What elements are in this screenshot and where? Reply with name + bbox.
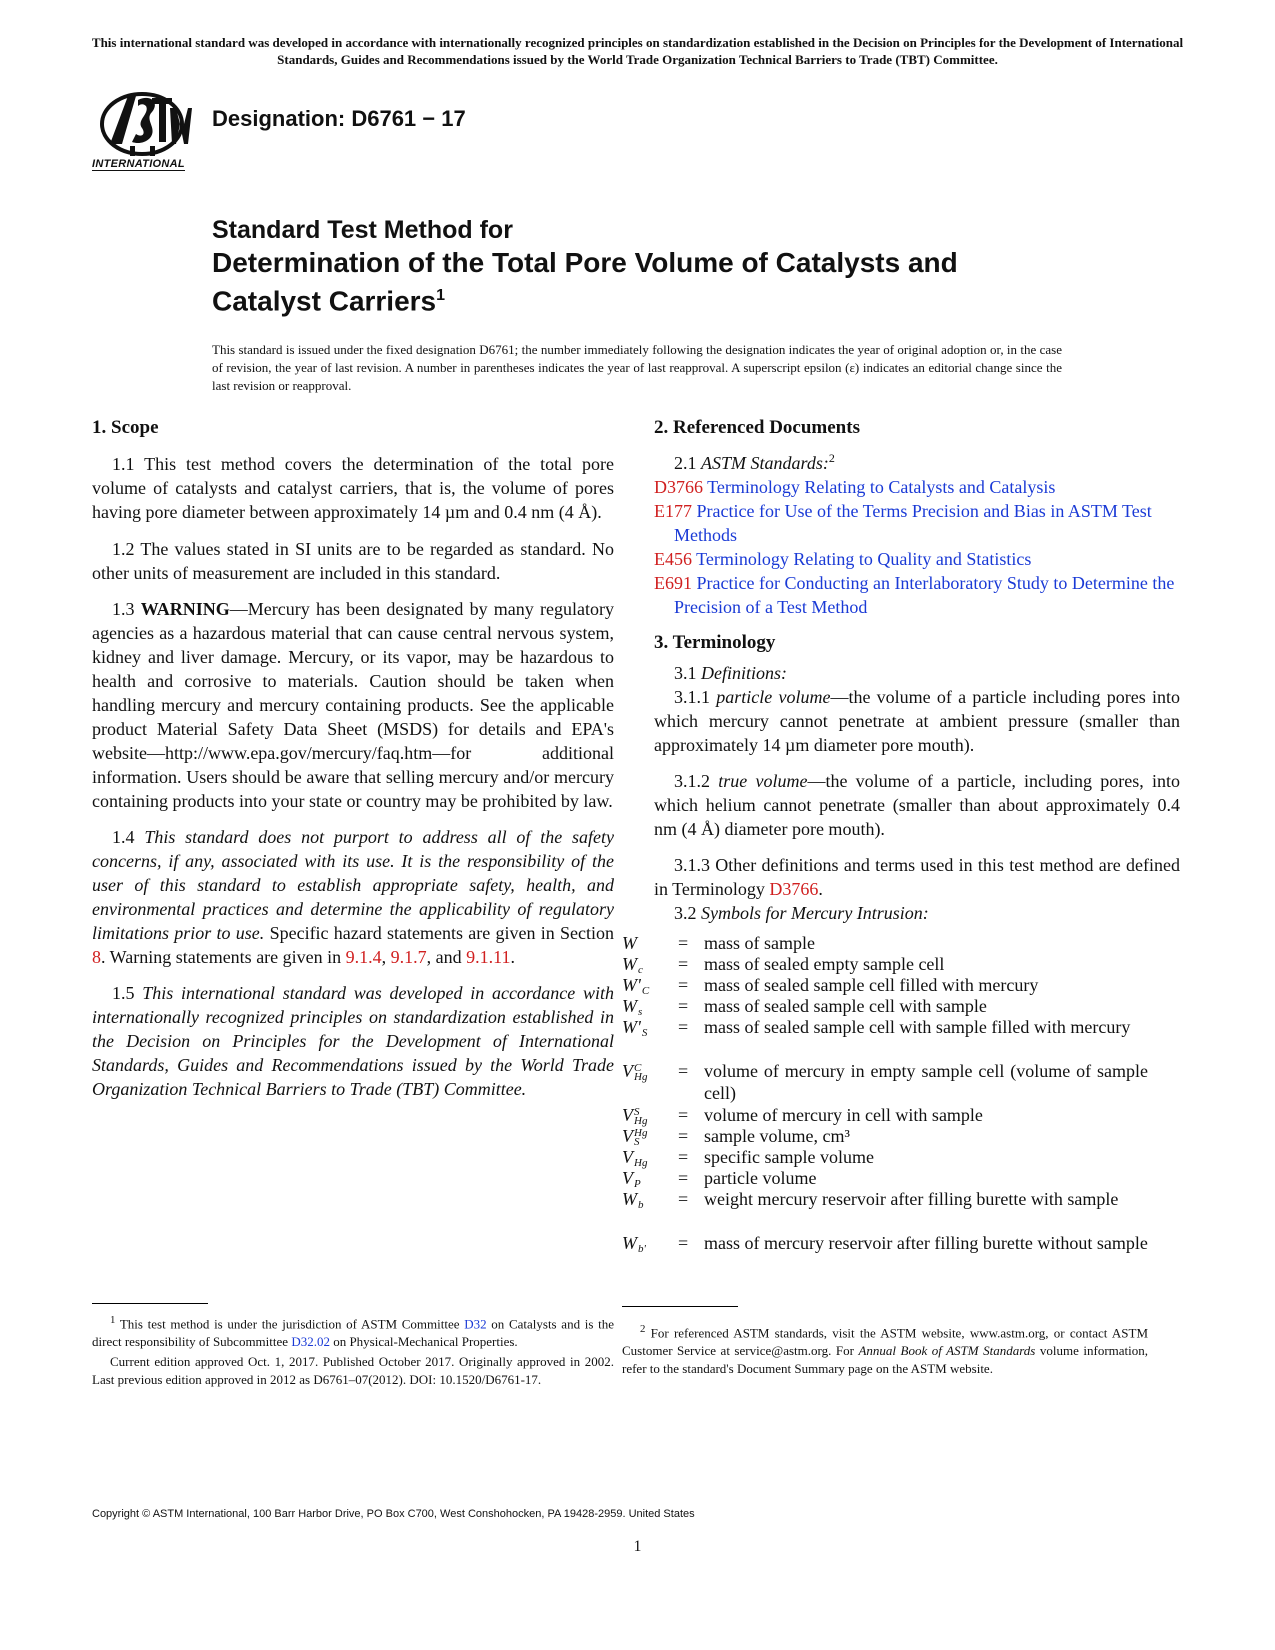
- symbol-description: volume of mercury in empty sample cell (volume of sample cell): [704, 1061, 1148, 1103]
- equals-sign: =: [678, 996, 689, 1016]
- ref-code-link[interactable]: E177: [654, 501, 692, 521]
- term: particle volume: [716, 687, 831, 707]
- ref-item: [654, 475, 1180, 499]
- ref-list: [654, 475, 1180, 619]
- symbol-base: V: [622, 1147, 633, 1167]
- text: , and: [426, 947, 467, 967]
- para-number: 1.4: [112, 827, 145, 847]
- warning-label: WARNING: [140, 599, 230, 619]
- refs-subheading: [654, 446, 1180, 475]
- equals-sign: =: [678, 975, 689, 995]
- symbol-base: W': [622, 1017, 641, 1037]
- symbol: [622, 1125, 672, 1147]
- link-section-8[interactable]: 8: [92, 947, 101, 967]
- symbol-superscript: Hg: [634, 1126, 648, 1139]
- copyright: Copyright © ASTM International, 100 Barr Harbor Drive, PO Box C700, West Conshohocken, PA 19428-2959. United States: [92, 1508, 695, 1520]
- symbol: [622, 1060, 672, 1082]
- link-9-1-11[interactable]: 9.1.11: [466, 947, 511, 967]
- text: This test method is under the jurisdiction of ASTM Committee: [115, 1316, 465, 1332]
- symbol-base: W: [622, 1233, 637, 1253]
- symbol-base: W: [622, 954, 637, 974]
- symbol-base: V: [622, 1061, 633, 1081]
- logo-text: INTERNATIONAL: [92, 158, 185, 170]
- para-number: 3.1: [674, 663, 701, 683]
- symbol-description: mass of sealed sample cell with sample: [704, 996, 987, 1016]
- ref-code-link[interactable]: D3766: [654, 477, 703, 497]
- text: —the volume of a particle, including pores, into which helium cannot penetrate (smaller than about approximately 0.4 nm (4 Å) diameter pore mouth).: [654, 771, 1180, 839]
- designation: Designation: D6761 − 17: [212, 106, 466, 131]
- text: Specific hazard statements are given in Section: [264, 923, 615, 943]
- text: For referenced ASTM standards, visit the ASTM website, www.astm.org, or contact ASTM Customer Service at service@astm.org. For: [622, 1325, 1148, 1359]
- symbol: [622, 1188, 672, 1210]
- astm-logo-icon: [92, 88, 194, 178]
- scope-1-2: 1.2 The values stated in SI units are to be regarded as standard. No other units of measurement are included in this standard.: [92, 539, 614, 583]
- equals-sign: =: [678, 1126, 689, 1146]
- ref-code-link[interactable]: E691: [654, 573, 692, 593]
- symbol-description: mass of mercury reservoir after filling burette without sample: [704, 1233, 1148, 1253]
- symbol-base: W: [622, 996, 637, 1016]
- refs-heading: 2. Referenced Documents: [654, 417, 860, 438]
- symbol-base: V: [622, 1126, 633, 1146]
- symbol-superscript: S: [634, 1105, 640, 1118]
- equals-sign: =: [678, 1147, 689, 1167]
- ref-item: [654, 547, 1180, 571]
- equals-sign: =: [678, 1233, 689, 1253]
- text: —the volume of a particle including pores into which mercury cannot penetrate at ambient pressure (smaller than approximately 14 µm diameter pore mouth).: [654, 687, 1180, 755]
- title-main-text: Determination of the Total Pore Volume of Catalysts and Catalyst Carriers: [212, 247, 958, 317]
- terminology-heading: 3. Terminology: [654, 632, 776, 653]
- symbol-subscript: C: [641, 984, 650, 997]
- footnote-1-edition: Current edition approved Oct. 1, 2017. Published October 2017. Originally approved in 2002. Last previous edition approved in 2012 as D6761–07(2012). DOI: 10.1520/D6761-17.: [92, 1354, 614, 1388]
- safety-statement: This standard does not purport to address all of the safety concerns, if any, associated with its use. It is the responsibility of the user of this standard to establish appropriate safety, health, and environmental practices and determine the applicability of regulatory limitations prior to use.: [92, 827, 615, 943]
- def-other: [654, 853, 1180, 901]
- symbol-subscript: c: [638, 963, 643, 976]
- text: ,: [381, 947, 391, 967]
- symbol: [622, 974, 672, 996]
- standards-notice: This international standard was developed in accordance with internationally recognized principles on standardization established in the Decision on Principles for the Development of International Standards, Guides and Recommendations issued by the World Trade Organization Technical Barriers to Trade (TBT) Committee.: [91, 35, 1184, 67]
- symbol-subscript: Hg: [634, 1070, 648, 1083]
- symbol-subscript: S: [641, 1026, 648, 1039]
- para-number: 3.1.2: [674, 771, 719, 791]
- para-number: 3.2: [674, 903, 701, 923]
- symbol-subscript: Hg: [634, 1156, 648, 1169]
- symbols-label: [654, 901, 1180, 925]
- title-main: [212, 246, 1012, 317]
- symbol: [622, 1016, 672, 1038]
- equals-sign: =: [678, 1168, 689, 1188]
- symbol-subscript: b': [638, 1242, 646, 1255]
- symbol-description: mass of sealed sample cell filled with mercury: [704, 975, 1039, 995]
- def-true-volume: [654, 769, 1180, 841]
- scope-1-5: [92, 981, 614, 1101]
- link-9-1-7[interactable]: 9.1.7: [390, 947, 427, 967]
- symbol: [622, 953, 672, 975]
- symbol-base: V: [622, 1105, 633, 1125]
- link-d32-02[interactable]: D32.02: [291, 1334, 330, 1350]
- para-number: 2.1: [674, 453, 701, 473]
- term: true volume: [718, 771, 808, 791]
- link-9-1-4[interactable]: 9.1.4: [345, 947, 382, 967]
- issued-statement: This standard is issued under the fixed designation D6761; the number immediately following the designation indicates the year of original adoption or, in the case of revision, the year of last revision. A number in parentheses indicates the year of last reapproval. A superscript epsilon (ε) indicates an editorial change since the last revision or reapproval.: [212, 342, 1062, 393]
- symbol-subscript: b: [638, 1198, 644, 1211]
- ref-title-link[interactable]: Terminology Relating to Quality and Statistics: [692, 549, 1032, 569]
- symbols-list: [622, 932, 1148, 1282]
- scope-section: [92, 416, 614, 1101]
- symbol-base: W': [622, 975, 641, 995]
- text: Symbols for Mercury Intrusion:: [701, 903, 929, 923]
- equals-sign: =: [678, 1061, 689, 1081]
- ref-item: [654, 499, 1180, 547]
- footnote-1-para: [92, 1311, 614, 1351]
- astm-standards-label: ASTM Standards:: [701, 453, 829, 473]
- equals-sign: =: [678, 1189, 689, 1209]
- text: .: [818, 879, 823, 899]
- symbol: [622, 1167, 672, 1189]
- scope-1-1: 1.1 This test method covers the determination of the total pore volume of catalysts and catalyst carriers, that is, the volume of pores having pore diameter between approximately 14 µm and 0.4 nm (4 Å).: [92, 454, 614, 522]
- symbol-description: volume of mercury in cell with sample: [704, 1105, 983, 1125]
- symbol-description: mass of sample: [704, 933, 815, 953]
- symbol-description: particle volume: [704, 1168, 817, 1188]
- symbol-description: weight mercury reservoir after filling burette with sample: [704, 1189, 1119, 1209]
- tbt-statement: This international standard was developed in accordance with internationally recognized principles on standardization established in the Decision on Principles for the Development of International Standards, Guides and Recommendations issued by the World Trade Organization Technical Barriers to Trade (TBT) Committee.: [92, 983, 614, 1099]
- text: on Catalysts and is the direct responsibility of Subcommittee: [92, 1316, 614, 1350]
- symbol: [622, 932, 672, 954]
- equals-sign: =: [678, 1017, 689, 1037]
- symbol-description: sample volume, cm³: [704, 1126, 850, 1146]
- symbol-base: W: [622, 1189, 637, 1209]
- warning-text: —Mercury has been designated by many regulatory agencies as a hazardous material that can cause central nervous system, kidney and liver damage. Mercury, or its vapor, may be hazardous to health and corrosive to materials. Caution should be taken when handling mercury and mercury containing products. See the applicable product Material Safety Data Sheet (MSDS) for details and EPA's website—http://www.epa.gov/mercury/faq.htm—for additional information. Users should be aware that selling mercury and/or mercury containing products into your state or country may be prohibited by law.: [92, 599, 614, 811]
- ref-title-link[interactable]: Terminology Relating to Catalysts and Catalysis: [703, 477, 1056, 497]
- ref-code-link[interactable]: E456: [654, 549, 692, 569]
- footnote-marker: 2: [640, 1323, 646, 1335]
- link-d3766-terms[interactable]: D3766: [769, 879, 819, 899]
- symbol-description: mass of sealed empty sample cell: [704, 954, 945, 974]
- symbol: [622, 1146, 672, 1168]
- symbol-base: V: [622, 1168, 633, 1188]
- footnote-rule-left: [92, 1303, 208, 1304]
- text: Definitions:: [701, 663, 787, 683]
- symbol-subscript: P: [634, 1177, 641, 1190]
- equals-sign: =: [678, 954, 689, 974]
- scope-1-3: [92, 597, 614, 813]
- ref-item: [654, 571, 1180, 619]
- symbol-subscript: s: [638, 1005, 643, 1018]
- symbol-superscript: C: [634, 1061, 642, 1074]
- footnote-marker: 1: [110, 1314, 116, 1326]
- para-number: 3.1.1: [674, 687, 717, 707]
- para-number: 1.3: [112, 599, 141, 619]
- text: volume information, refer to the standard's Document Summary page on the ASTM website.: [622, 1343, 1149, 1377]
- symbol-description: specific sample volume: [704, 1147, 874, 1167]
- def-particle-volume: [654, 685, 1180, 757]
- equals-sign: =: [678, 933, 689, 953]
- symbol-description: mass of sealed sample cell with sample filled with mercury: [704, 1017, 1131, 1037]
- symbol-subscript: Hg: [634, 1114, 648, 1127]
- link-d32[interactable]: D32: [464, 1316, 487, 1332]
- title-line1: Standard Test Method for: [212, 216, 513, 244]
- scope-1-4: [92, 825, 614, 969]
- text: .: [510, 947, 515, 967]
- referenced-documents: [654, 416, 1180, 925]
- scope-heading: 1. Scope: [92, 417, 159, 438]
- text: 3.1.3 Other definitions and terms used in this test method are defined in Terminology: [654, 855, 1180, 899]
- ref-title-link[interactable]: Practice for Use of the Terms Precision and Bias in ASTM Test Methods: [674, 501, 1152, 545]
- footnote-rule-right: [622, 1306, 738, 1307]
- page-number: 1: [633, 1538, 642, 1555]
- equals-sign: =: [678, 1105, 689, 1125]
- footnote-marker: 2: [828, 451, 835, 465]
- footnote-2: [622, 1320, 1148, 1378]
- title-footnote-marker: 1: [436, 287, 446, 304]
- text: . Warning statements are given in: [101, 947, 346, 967]
- symbol: [622, 995, 672, 1017]
- annual-book-title: Annual Book of ASTM Standards: [858, 1343, 1036, 1359]
- symbol: [622, 1104, 672, 1126]
- symbol: [622, 1232, 672, 1254]
- para-number: 1.5: [112, 983, 143, 1003]
- definitions-label: [654, 661, 1180, 685]
- footnote-1: [92, 1311, 614, 1389]
- text: on Physical-Mechanical Properties.: [329, 1334, 518, 1350]
- symbol-base: W: [622, 933, 637, 953]
- symbol-subscript: S: [634, 1135, 640, 1148]
- ref-title-link[interactable]: Practice for Conducting an Interlaboratory Study to Determine the Precision of a Test Method: [674, 573, 1175, 617]
